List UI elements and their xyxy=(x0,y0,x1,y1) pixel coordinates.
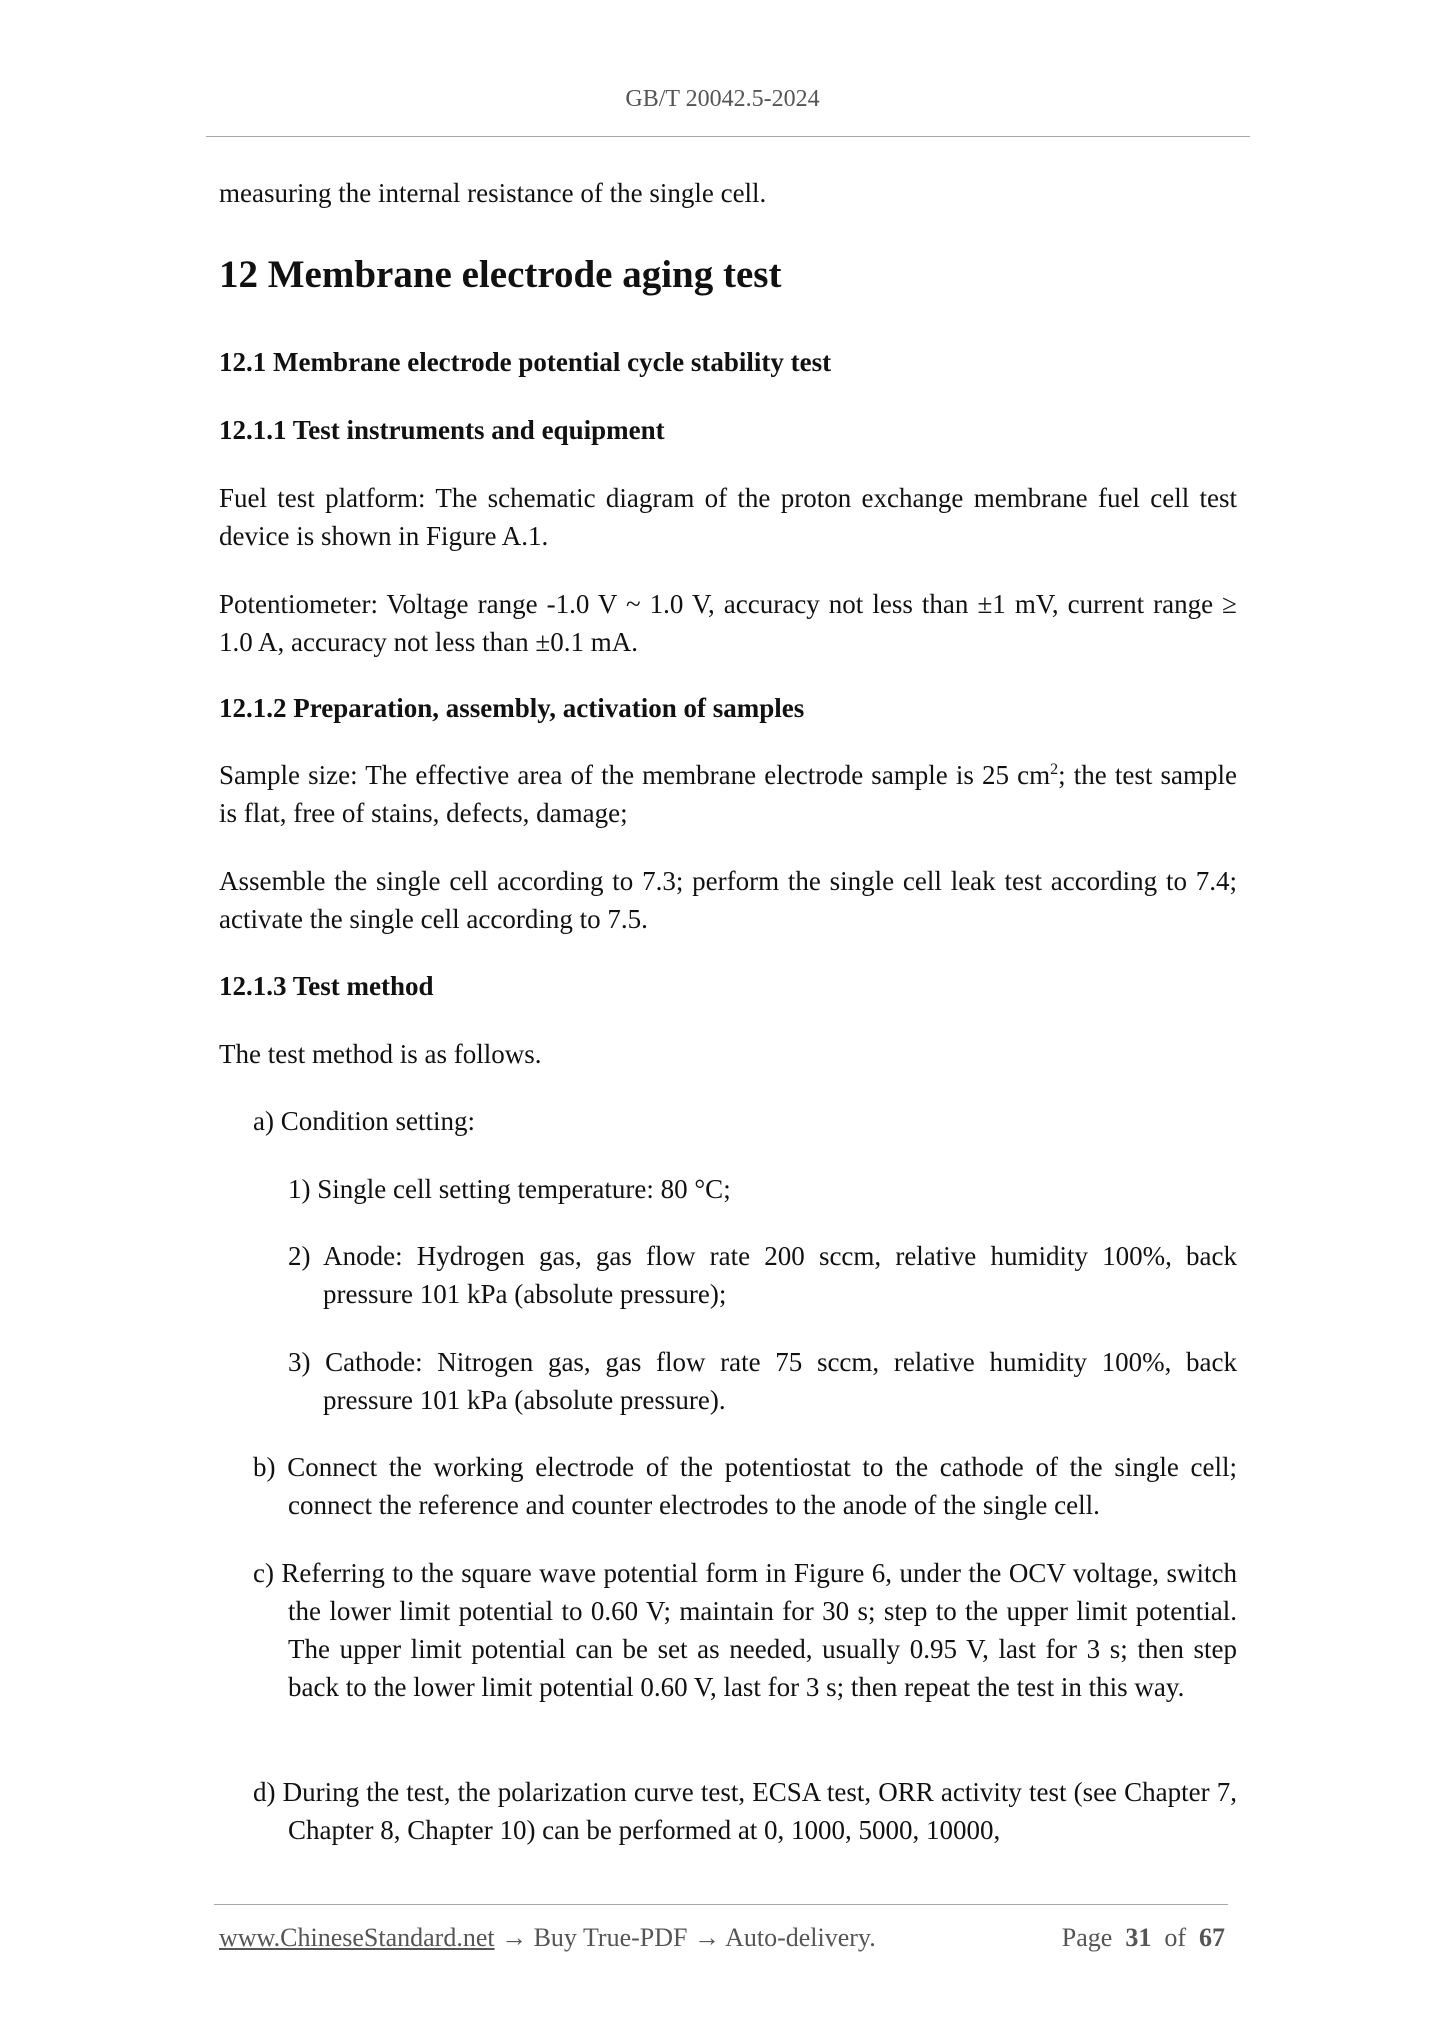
list-item-c: c) Referring to the square wave potential form in Figure 6, under the OCV voltage, switch the lower limit potential to 0.60 V; maintain for 30 s; step to the upper limit potential. The upper limit potential can be set as needed, usually 0.95 V, last for 3 s; then step back to the lower limit potential 0.60 V, last for 3 s; then repeat the test in this way. xyxy=(253,1558,1237,1702)
list-item-a: a) Condition setting: xyxy=(253,1106,475,1136)
current-page: 31 xyxy=(1125,1923,1152,1952)
clause-heading-12-1-1: 12.1.1 Test instruments and equipment xyxy=(219,415,665,445)
subsection-heading: 12.1 Membrane electrode potential cycle stability test xyxy=(219,347,832,377)
section-heading: 12 Membrane electrode aging test xyxy=(219,253,782,296)
paragraph-fuel-test-platform: Fuel test platform: The schematic diagram of the proton exchange membrane fuel cell test device is shown in Figure A.1. xyxy=(219,483,1237,551)
site-link[interactable]: www.ChineseStandard.net xyxy=(219,1923,495,1952)
clause-heading-12-1-3: 12.1.3 Test method xyxy=(219,971,434,1001)
list-item-a2: 2) Anode: Hydrogen gas, gas flow rate 200 sccm, relative humidity 100%, back pressure 101 kPa (absolute pressure); xyxy=(288,1241,1237,1309)
footer-rule xyxy=(214,1904,1228,1905)
list-item-a1: 1) Single cell setting temperature: 80 °C; xyxy=(288,1174,731,1204)
paragraph-potentiometer: Potentiometer: Voltage range -1.0 V ~ 1.0 V, accuracy not less than ±1 mV, current range ≥ 1.0 A, accuracy not less than ±0.1 mA. xyxy=(219,589,1237,657)
header-rule xyxy=(206,136,1250,137)
continuation-text: measuring the internal resistance of the single cell. xyxy=(219,178,767,208)
paragraph-sample-size: Sample size: The effective area of the membrane electrode sample is 25 $cm^2$; the test sample is flat, free of stains, defects, damage; xyxy=(219,760,1237,828)
arrow-icon: → xyxy=(694,1923,720,1952)
superscript: 2 xyxy=(1050,761,1059,778)
paragraph-method-intro: The test method is as follows. xyxy=(219,1039,542,1069)
paragraph-assemble: Assemble the single cell according to 7.3; perform the single cell leak test according to 7.4; activate the single cell according to 7.5. xyxy=(219,866,1237,934)
list-item-b: b) Connect the working electrode of the potentiostat to the cathode of the single cell; connect the reference and counter electrodes to the anode of the single cell. xyxy=(253,1452,1237,1520)
page-number: Page 31 of 67 xyxy=(1061,1923,1225,1952)
running-header: GB/T 20042.5-2024 xyxy=(625,86,820,112)
total-pages: 67 xyxy=(1199,1923,1225,1952)
list-item-d: d) During the test, the polarization curve test, ECSA test, ORR activity test (see Chapter 7, Chapter 8, Chapter 10) can be performed at 0, 1000, 5000, 10000, xyxy=(253,1777,1237,1845)
list-item-a3: 3) Cathode: Nitrogen gas, gas flow rate 75 sccm, relative humidity 100%, back pressure 101 kPa (absolute pressure). xyxy=(288,1347,1237,1415)
arrow-icon: → xyxy=(501,1923,528,1952)
clause-heading-12-1-2: 12.1.2 Preparation, assembly, activation of samples xyxy=(219,693,805,723)
auto-delivery-text: Auto-delivery. xyxy=(725,1923,876,1952)
buy-pdf-text: Buy True-PDF xyxy=(533,1923,688,1952)
footer-links xyxy=(219,1923,876,1953)
